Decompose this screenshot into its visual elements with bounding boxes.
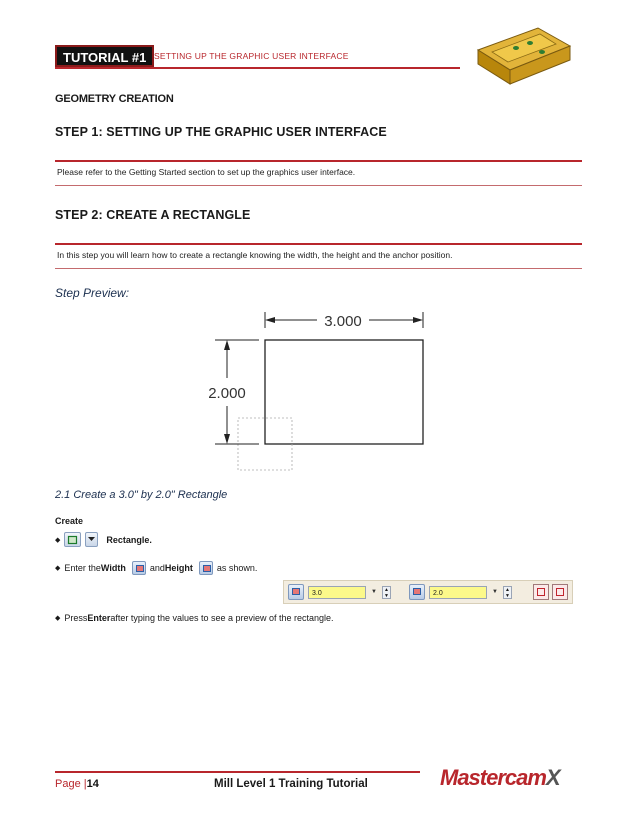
tutorial-subtitle: SETTING UP THE GRAPHIC USER INTERFACE: [154, 51, 349, 61]
width-icon: [132, 561, 146, 575]
step2-text: In this step you will learn how to create a rectangle knowing the width, the height and the anchor position.: [57, 250, 453, 260]
mastercam-logo-text: Mastercam: [440, 765, 546, 790]
page-number: 14: [86, 778, 99, 790]
bullet3-pre: Press: [64, 613, 88, 623]
height-icon: [199, 561, 213, 575]
step1-title: STEP 1: SETTING UP THE GRAPHIC USER INTERFACE: [55, 125, 387, 139]
width-dimension: 3.000: [324, 313, 362, 330]
step1-text: Please refer to the Getting Started section to set up the graphics user interface.: [57, 167, 356, 177]
rectangle-icon: [67, 535, 78, 545]
anchor-center-icon[interactable]: [533, 584, 549, 600]
bullet-icon: ◆: [55, 536, 61, 544]
width-dropdown-icon[interactable]: ▼: [371, 588, 377, 595]
footer-title: Mill Level 1 Training Tutorial: [214, 778, 368, 790]
rectangle-preview-drawing: [205, 302, 435, 472]
create-label: Create: [55, 516, 84, 526]
footer-rule: [55, 771, 420, 773]
bullet-rectangle: [55, 532, 152, 547]
height-icon[interactable]: [409, 584, 425, 600]
width-spinner-icon[interactable]: ▲ ▼: [382, 586, 391, 599]
preview-rectangle: [265, 340, 423, 444]
rectangle-options-toolbar: [283, 580, 573, 604]
section-title: GEOMETRY CREATION: [55, 93, 174, 105]
width-term: Width: [100, 563, 126, 573]
part-model-icon: [470, 22, 575, 92]
height-spinner-icon[interactable]: ▲ ▼: [503, 586, 512, 599]
rectangle-label: Rectangle.: [106, 534, 152, 545]
step2-rule-bottom: [55, 268, 582, 269]
page-label: [55, 778, 99, 790]
rectangle-tool-button[interactable]: [64, 532, 81, 547]
bullet3-post: after typing the values to see a preview of the rectangle.: [110, 613, 334, 623]
substep-heading: 2.1 Create a 3.0" by 2.0" Rectangle: [55, 489, 228, 501]
bullet2-mid: and: [149, 563, 165, 573]
anchor-grid-icon[interactable]: [552, 584, 568, 600]
page-prefix: Page |: [55, 778, 87, 790]
mastercam-logo: [440, 765, 560, 791]
height-input[interactable]: 2.0: [429, 586, 487, 599]
step2-rule-top: [55, 243, 582, 245]
step1-rule-bottom: [55, 185, 582, 186]
bullet-icon: ◆: [55, 615, 61, 622]
header-rule: [55, 67, 460, 69]
bullet2-post: as shown.: [216, 563, 258, 573]
bullet2-pre: Enter the: [64, 563, 101, 573]
height-term: Height: [164, 563, 193, 573]
height-dropdown-icon[interactable]: ▼: [492, 588, 498, 595]
enter-key-term: Enter: [87, 613, 111, 623]
step2-title: STEP 2: CREATE A RECTANGLE: [55, 208, 251, 222]
bullet-icon: ◆: [55, 565, 61, 572]
width-icon[interactable]: [288, 584, 304, 600]
width-input[interactable]: 3.0: [308, 586, 366, 599]
step1-rule-top: [55, 160, 582, 162]
bullet-enter: [55, 613, 334, 623]
step-preview-label: Step Preview:: [55, 286, 130, 300]
height-dimension: 2.000: [208, 385, 246, 402]
mastercam-logo-x: X: [545, 765, 560, 790]
rectangle-dropdown-icon[interactable]: [85, 532, 98, 547]
bullet-width-height: [55, 561, 257, 575]
tutorial-badge: TUTORIAL #1: [55, 45, 154, 67]
